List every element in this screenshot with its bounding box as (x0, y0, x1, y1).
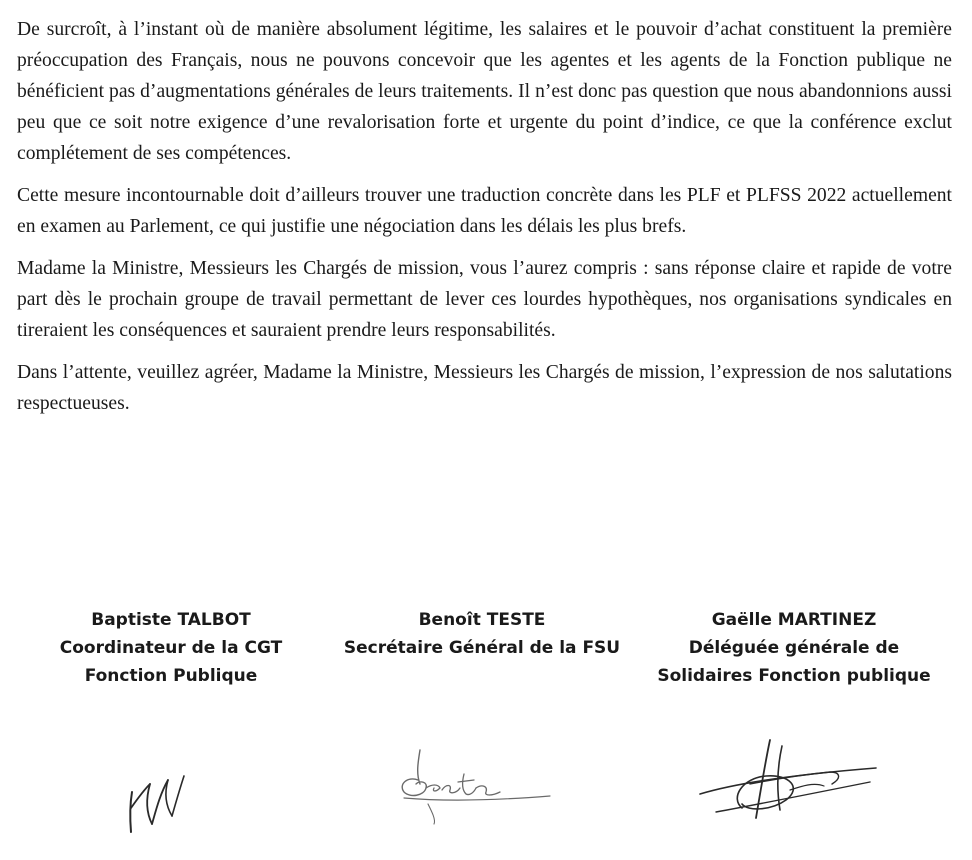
paragraph-plf-plfss: Cette mesure incontournable doit d’ailleurs trouver une traduction concrète dans les PLF et PLFSS 2022 actuellement en examen au Parlement, ce qui justifie une négociation dans les délais les plus brefs. (17, 185, 952, 237)
paragraph-salaries: De surcroît, à l’instant où de manière absolument légitime, les salaires et le pouvoir d’achat constituent la première préoccupation des Français, nous ne pouvons concevoir que les agentes et les agents de la Fonction publique ne bénéficient pas d’augmentations générales de leurs traitements. Il n’est donc pas question que nous abandonnions aussi peu que ce soit notre exigence d’une revalorisation forte et urgente du point d’indice, ce que la conférence exclut complétement de ses compétences. (17, 19, 952, 164)
signatory-title: Secrétaire Général de la FSU (343, 638, 621, 658)
handwritten-signature-talbot (118, 764, 198, 844)
signatory-name: Baptiste TALBOT (91, 610, 251, 630)
signatory-name: Gaëlle MARTINEZ (711, 610, 877, 630)
signatory-name: Benoît TESTE (418, 610, 546, 630)
signatory-title: Déléguée générale de (688, 638, 900, 658)
handwritten-signature-martinez (690, 738, 890, 828)
signatories-block (0, 606, 972, 696)
signatory-fsu (322, 606, 642, 662)
paragraph-ultimatum: Madame la Ministre, Messieurs les Chargés de mission, vous l’aurez compris : sans réponse claire et rapide de votre part dès le prochain groupe de travail permettant de lever ces lourdes hypothèques, nos organisations syndicales en tireraient les conséquences et sauraient prendre leurs responsabilités. (17, 258, 952, 341)
paragraph-closing-salutation: Dans l’attente, veuillez agréer, Madame la Ministre, Messieurs les Chargés de mission, l’expression de nos salutations respectueuses. (17, 362, 952, 414)
signatory-title: Coordinateur de la CGT (59, 638, 283, 658)
signatory-title: Fonction Publique (84, 666, 258, 686)
handwritten-signature-teste (390, 740, 560, 830)
signatory-cgt (11, 606, 331, 690)
signatory-solidaires (634, 606, 954, 690)
letter-body (17, 14, 952, 430)
signatory-title: Solidaires Fonction publique (657, 666, 931, 686)
